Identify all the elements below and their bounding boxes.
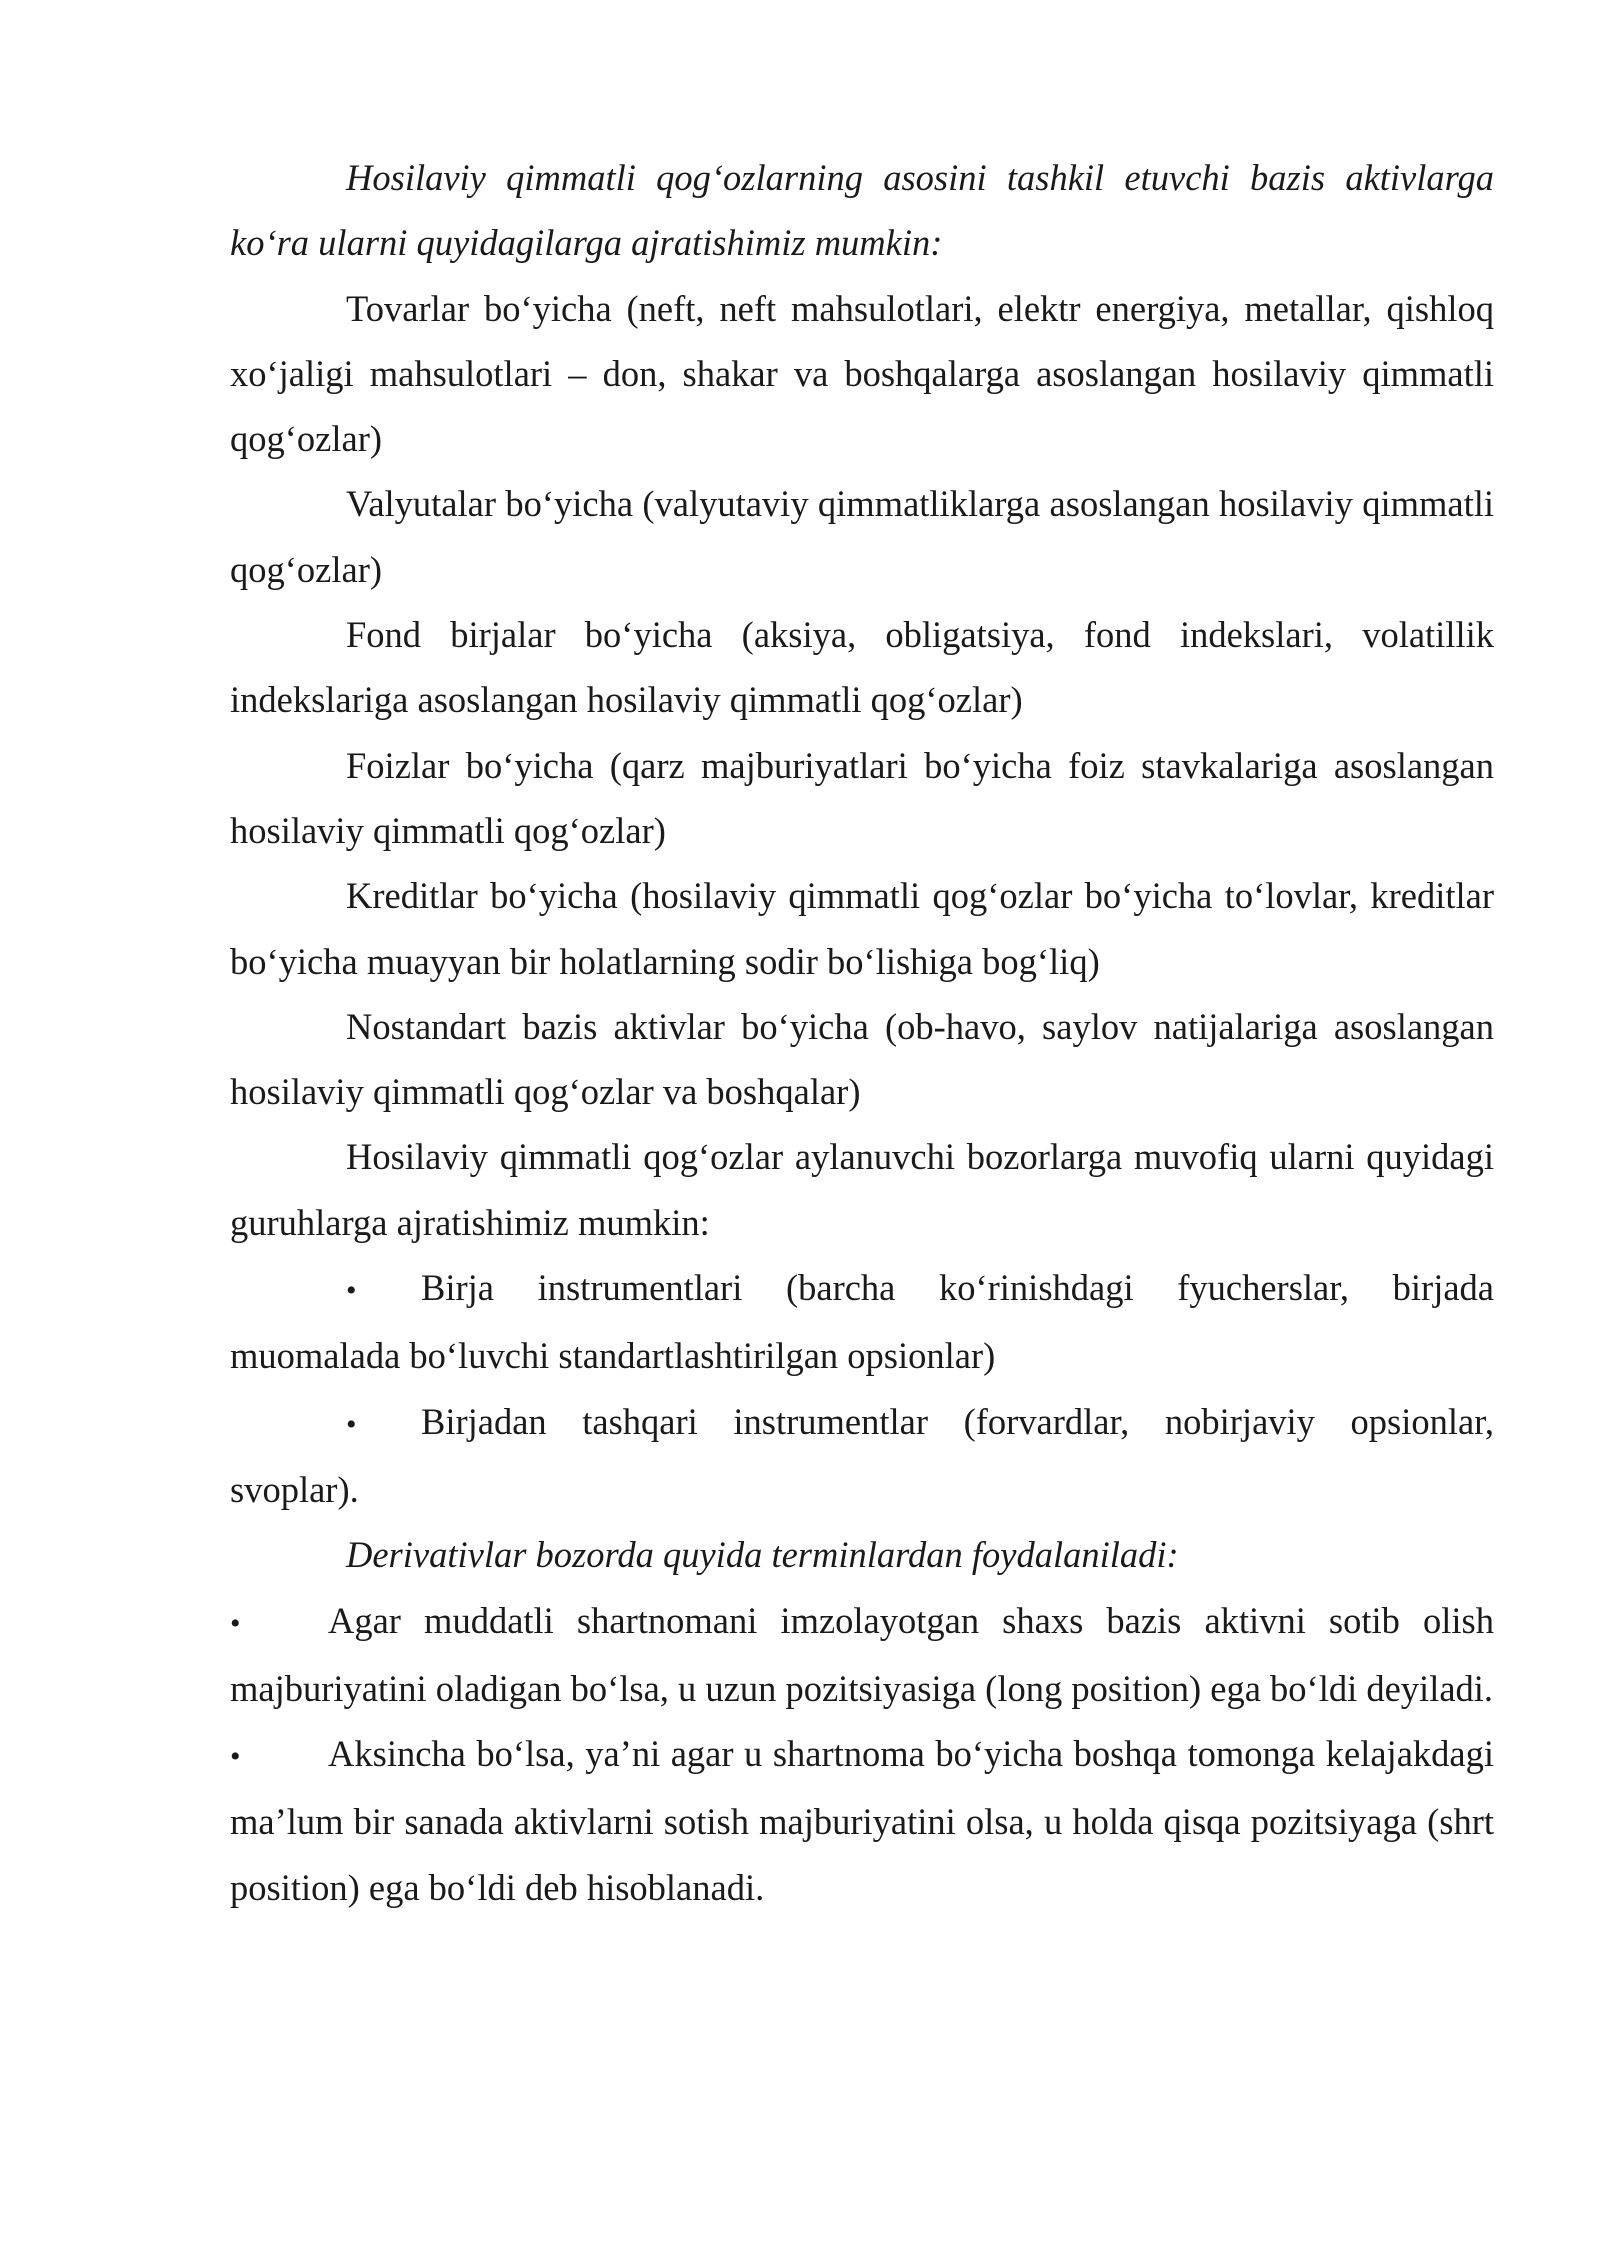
term-item	[230, 1721, 1494, 1920]
asset-category-credits: Kreditlar bo‘yicha (hosilaviy qimmatli qog‘ozlar bo‘yicha to‘lovlar, kreditlar bo‘yicha muayyan bir holatlarning sodir bo‘lishiga bog‘liq)	[230, 875, 1494, 982]
asset-category-nonstandard: Nostandart bazis aktivlar bo‘yicha (ob-havo, saylov natijalariga asoslangan hosilaviy qimmatli qog‘ozlar va boshqalar)	[230, 1005, 1494, 1113]
market-group-text: Birja instrumentlari (barcha ko‘rinishdagi fyucherslar, birjada muomalada bo‘luvchi standartlashtirilgan opsionlar)	[230, 1267, 1494, 1377]
bullet-icon: •	[346, 1407, 357, 1441]
asset-category-commodities: Tovarlar bo‘yicha (neft, neft mahsulotlari, elektr energiya, metallar, qishloq xo‘jaligi mahsulotlari – don, shakar va boshqalarga asoslangan hosilaviy qimmatli qog‘ozlar)	[230, 287, 1494, 460]
document-page	[230, 145, 1494, 1920]
bullet-icon: •	[346, 1274, 357, 1308]
market-group-text: Birjadan tashqari instrumentlar (forvardlar, nobirjaviy opsionlar, svoplar).	[230, 1400, 1494, 1510]
asset-category-interest-rates: Foizlar bo‘yicha (qarz majburiyatlari bo‘yicha foiz stavkalariga asoslangan hosilaviy qimmatli qog‘ozlar)	[230, 744, 1494, 851]
bullet-icon: •	[230, 1740, 241, 1774]
bullet-icon: •	[230, 1606, 241, 1640]
terms-heading: Derivativlar bozorda quyida terminlardan foydalaniladi:	[346, 1534, 1179, 1576]
asset-category-stock-exchanges: Fond birjalar bo‘yicha (aksiya, obligatsiya, fond indekslari, volatillik indekslariga asoslangan hosilaviy qimmatli qog‘ozlar)	[230, 614, 1494, 721]
term-text: Aksincha bo‘lsa, ya’ni agar u shartnoma bo‘yicha boshqa tomonga kelajakdagi ma’lum bir sanada aktivlarni sotish majburiyatini olsa, u holda qisqa pozitsiyaga (shrt position) ega bo‘ldi deb hisoblanadi.	[230, 1733, 1494, 1908]
intro-heading: Hosilaviy qimmatli qog‘ozlarning asosini tashkil etuvchi bazis aktivlarga ko‘ra ularni quyidagilarga ajratishimiz mumkin:	[230, 157, 1494, 264]
market-group-item	[230, 1255, 1494, 1389]
asset-category-currencies: Valyutalar bo‘yicha (valyutaviy qimmatliklarga asoslangan hosilaviy qimmatli qog‘ozlar)	[230, 483, 1494, 590]
term-item	[230, 1588, 1494, 1722]
term-text: Agar muddatli shartnomani imzolayotgan shaxs bazis aktivni sotib olish majburiyatini oladigan bo‘lsa, u uzun pozitsiyasiga (long position) ega bo‘ldi deyiladi.	[230, 1599, 1494, 1709]
market-intro: Hosilaviy qimmatli qog‘ozlar aylanuvchi bozorlarga muvofiq ularni quyidagi guruhlarga ajratishimiz mumkin:	[230, 1136, 1494, 1243]
market-group-item	[230, 1389, 1494, 1523]
